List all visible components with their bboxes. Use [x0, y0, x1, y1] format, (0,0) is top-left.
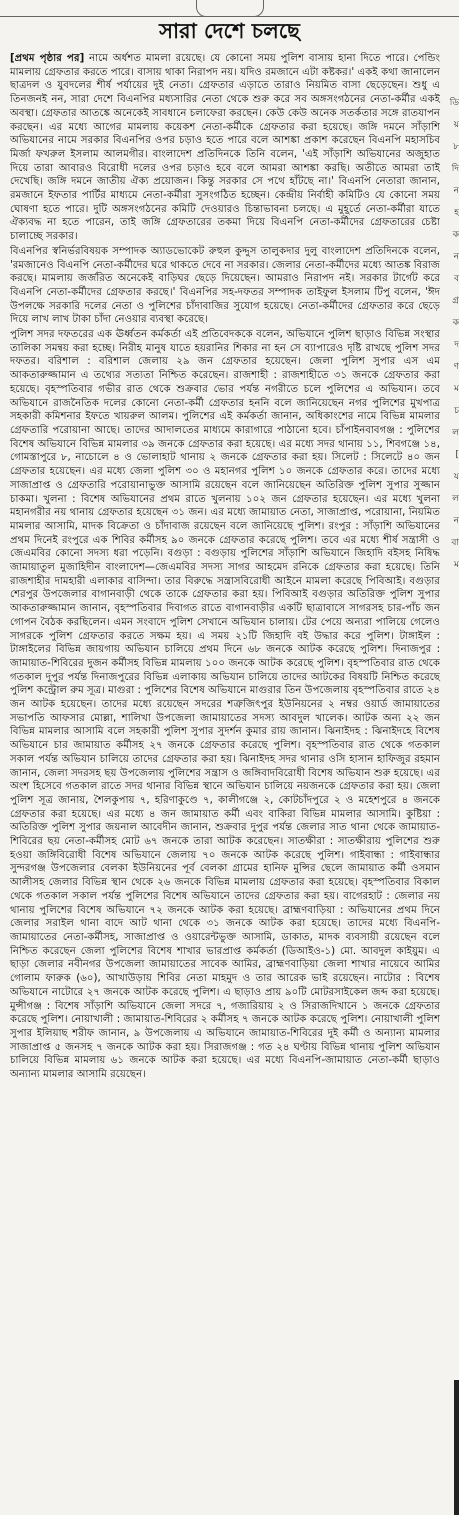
side-fragment: চ: [454, 406, 459, 416]
side-fragment: ল: [452, 494, 459, 504]
paragraph-text: বিএনপির স্বনির্ভরবিষয়ক সম্পাদক অ্যাডভোকেট রুহুল কুদ্দুস তালুকদার দুলু বাংলাদেশ প্রতিদিনকে বলেন, 'রমজানেও বিএনপি নেতা-কর্মীদের ঘরে থাকতে দেবে না সরকার। জেলার নেতা-কর্মীদের মধ্যে আতঙ্ক বিরাজ করছে। মামলায় জর্জরিত অনেকেই বাড়িঘর ছেড়ে দিয়েছেন। আমরাও নিরাপদ নই। সরকার টার্গেট করে বিএনপি নেতা-কর্মীদের গ্রেফতার করছে।' বিএনপির সহ-দফতর সম্পাদক তাইফুল ইসলাম টিপু বলেন, 'ঈদ উপলক্ষে সরকারি দলের নেতা ও পুলিশের চাঁদাবাজির সুযোগ হয়েছে। নেতা-কর্মীদের গ্রেফতার করে ছেড়ে দিয়ে লাখ লাখ টাকা চাঁদা নেওয়ার ব্যবস্থা করেছে।: [10, 245, 440, 326]
adjacent-column-fragments: [447, 92, 459, 1392]
side-fragment: ৮: [453, 142, 459, 152]
paragraph-text: পুলিশ সদর দফতরের এক ঊর্ধ্বতন কর্মকর্তা এই প্রতিবেদককে বলেন, অভিযানে পুলিশ ছাড়াও বিভিন্ন সংস্থার তালিকা সমন্বয় করা হচ্ছে। নিরীহ মানুষ যাতে হয়রানির শিকার না হন সে ব্যাপারেও দৃষ্টি রাখছে পুলিশ সদর দফতর। বরিশাল : বরিশাল জেলায় ২৯ জন গ্রেফতার হয়েছেন। জেলা পুলিশ সুপার এস এম আকতারুজ্জামান এ তথ্যের সত্যতা নিশ্চিত করেছেন। রাজশাহী : রাজশাহীতে ৩১ জনকে গ্রেফতার করা হয়েছে। বৃহস্পতিবার গভীর রাত থেকে শুক্রবার ভোর পর্যন্ত নগরীতে চলে পুলিশের এ অভিযান। তবে অভিযানে রাজনৈতিক দলের কোনো নেতা-কর্মী গ্রেফতার হননি বলে জানিয়েছেন নগর পুলিশের মুখপাত্র সহকারী কমিশনার ইফতে খায়রুল আলম। পুলিশের এই কর্মকর্তা জানান, অধিকাংশের নামে বিভিন্ন মামলার গ্রেফতারি পরোয়ানা আছে। তাদের আদালতের মাধ্যমে কারাগারে পাঠানো হবে। চাঁপাইনবাবগঞ্জ : পুলিশের বিশেষ অভিযানে বিভিন্ন মামলার ৩৯ জনকে গ্রেফতার করা হয়েছে। এর মধ্যে সদর থানায় ১১, শিবগঞ্জে ১৪, গোমস্তাপুরে ৮, নাচোলে ৪ ও ভোলাহাট থানায় ২ জনকে গ্রেফতার করা হয়। সিলেট : সিলেটে ৪০ জন গ্রেফতার হয়েছেন। এর মধ্যে জেলা পুলিশ ৩০ ও মহানগর পুলিশ ১০ জনকে গ্রেফতার করে। তাদের মধ্যে সাজাপ্রাপ্ত ও গ্রেফতারি পরোয়ানাভুক্ত আসামি রয়েছেন বলে জানিয়েছেন অতিরিক্ত পুলিশ সুপার সুজ্জান চাকমা। খুলনা : বিশেষ অভিযানের প্রথম রাতে খুলনায় ১০২ জন গ্রেফতার হয়েছেন। এর মধ্যে খুলনা মহানগরীর নয় থানায় গ্রেফতার হয়েছেন ৩১ জন। এর মধ্যে জামায়াত নেতা, সাজাপ্রাপ্ত, পরোয়ানা, নিয়মিত মামলার আসামি, মাদক বিক্রেতা ও চাঁদাবাজ রয়েছেন বলে জানিয়েছে পুলিশ। রংপুর : সাঁড়াশি অভিযানের প্রথম দিনেই রংপুরে এক শিবির কর্মীসহ ৯০ জনকে গ্রেফতার করেছে পুলিশ। তবে এর মধ্যে শীর্ষ সন্ত্রাসী ও জেএমবির কোনো সদস্য ধরা পড়েনি। বগুড়া : বগুড়ায় পুলিশের সাঁড়াশি অভিযানে জিহাদি বইসহ নিষিদ্ধ জামায়াতুল মুজাহিদীন বাংলাদেশ—জেএমবির সদস্য সাগর আহমেদ রনিকে গ্রেফতার করা হয়েছে। তিনি রাজশাহীর দামহারী এলাকার বাসিন্দা। তার বিরুদ্ধে সন্ত্রাসবিরোধী আইনে মামলা করেছে পিবিআই। বগুড়ার শেরপুর উপজেলার বাগানবাড়ী থেকে তাকে গ্রেফতার করা হয়। পিবিআই বগুড়ার অতিরিক্ত পুলিশ সুপার আকতারুজ্জামান জানান, বৃহস্পতিবার দিবাগত রাতে বাগানবাড়ীর একটি ছাত্রাবাসে সাগরসহ চার-পাঁচ জন গোপন বৈঠক করছিলেন। এমন সংবাদে পুলিশ সেখানে অভিযান চালায়। টের পেয়ে অন্যরা পালিয়ে গেলেও সাগরকে পুলিশ গ্রেফতার করতে সক্ষম হয়। এ সময় ২১টি জিহাদি বই উদ্ধার করে পুলিশ। টাঙ্গাইল : টাঙ্গাইলের বিভিন্ন জায়গায় অভিযান চালিয়ে প্রথম দিনে ৬৮ জনকে আটক করেছে পুলিশ। দিনাজপুর : জামায়াত-শিবিরের দুজন কর্মীসহ বিভিন্ন মামলায় ১০০ জনকে আটক করেছে পুলিশ। বৃহস্পতিবার রাত থেকে গতকাল দুপুর পর্যন্ত দিনাজপুরের বিভিন্ন এলাকায় অভিযান চালিয়ে তাদের আটকের বিষয়টি নিশ্চিত করেছে পুলিশ কন্ট্রোল রুম সূত্র। মাগুরা : পুলিশের বিশেষ অভিযানে মাগুরার তিন উপজেলায় বৃহস্পতিবার রাতে ২৪ জন আটক হয়েছেন। তাদের মধ্যে রয়েছেন সদরের শত্রুজিৎপুর ইউনিয়নের ২ নম্বর ওয়ার্ড জামায়াতের সভাপতি আফসার মোল্লা, শালিখা উপজেলা জামায়াতের সদস্য আবদুল খালেক। আটক অন্য ২২ জন বিভিন্ন মামলার আসামি বলে সহকারী পুলিশ সুপার সুদর্শন কুমার রায় জানান। ঝিনাইদহ : ঝিনাইদহে বিশেষ অভিযানে চার জামায়াত কর্মীসহ ২৭ জনকে গ্রেফতার করেছে পুলিশ। বৃহস্পতিবার রাত থেকে গতকাল সকাল পর্যন্ত অভিযান চালিয়ে তাদের গ্রেফতার করা হয়। ঝিনাইদহ সদর থানার ওসি হাসান হাফিজুর রহমান জানান, জেলা সদরসহ ছয় উপজেলায় পুলিশের সন্ত্রাস ও জঙ্গিবাদবিরোধী বিশেষ অভিযান শুরু হয়েছে। এর অংশ হিসেবে গতকাল রাতে সদর থানার বিভিন্ন স্থানে অভিযান চালিয়ে নয়জনকে গ্রেফতার করা হয়। জেলা পুলিশ সূত্র জানায়, শৈলকুপায় ৭, হরিণাকুণ্ডে ৭, কালীগঞ্জে ২, কোটচাঁদপুরে ২ ও মহেশপুরে ৪ জনকে গ্রেফতার করা হয়েছে। এর মধ্যে ৪ জন জামায়াত কর্মী এবং বাকিরা বিভিন্ন মামলার আসামি। কুষ্টিয়া : অতিরিক্ত পুলিশ সুপার জয়নাল আবেদীন জানান, শুক্রবার দুপুর পর্যন্ত জেলার সাত থানা থেকে জামায়াত-শিবিরের ছয় নেতা-কর্মীসহ মোট ৬৭ জনকে তারা আটক করেছেন। সাতক্ষীরা : সাতক্ষীরায় পুলিশের শুরু হওয়া জঙ্গিবিরোধী বিশেষ অভিযানে জেলায় ৭০ জনকে আটক করেছে পুলিশ। গাইবান্ধা : গাইবান্ধার সুন্দরগঞ্জ উপজেলার বেলকা ইউনিয়নের পূর্ব বেলকা গ্রামের হানিফ মুন্সির ছেলে জামায়াত কর্মী ওসমান আলীসহ জেলার বিভিন্ন স্থান থেকে ২৬ জনকে বিভিন্ন মামলায় গ্রেফতার করা হয়েছে। বৃহস্পতিবার বিকাল থেকে গতকাল সকাল পর্যন্ত পুলিশের বিশেষ অভিযানে তাদের গ্রেফতার করা হয়। বাগেরহাট : জেলার নয় থানায় পুলিশের বিশেষ অভিযানে ৭২ জনকে আটক করা হয়েছে। ব্রাহ্মণবাড়িয়া : অভিযানের প্রথম দিনে জেলার সরাইল থানা বাদে আট থানা থেকে ৩১ জনকে আটক করা হয়েছে। তাদের মধ্যে বিএনপি-জামায়াতের নেতা-কর্মীসহ, সাজাপ্রাপ্ত ও ওয়ারেন্টভুক্ত আসামি, ডাকাত, মাদক ব্যবসায়ী রয়েছেন বলে নিশ্চিত করেছেন জেলা পুলিশের বিশেষ শাখার ভারপ্রাপ্ত কর্মকর্তা (ডিআইও-১) মো. আবদুল কাইয়ুম। এ ছাড়া জেলার নবীনগর উপজেলা জামায়াতের সাবেক আমির, ব্রাহ্মণবাড়িয়া জেলা শাখার নায়েবে আমির গোলাম ফারুক (৬০), আখাউড়ায় শিবির নেতা মাহমুদ ও তার আরেক ভাই রয়েছেন। নাটোর : বিশেষ অভিযানে নাটোরে ২৭ জনকে আটক করেছে পুলিশ। এ ছাড়াও প্রায় ৯০টি মোটরসাইকেল জব্দ করা হয়েছে। মুন্সীগঞ্জ : বিশেষ সাঁড়াশি অভিযানে জেলা সদরে ৭, গজারিয়ায় ২ ও সিরাজদিখানে ১ জনকে গ্রেফতার করেছে পুলিশ। নোয়াখালী : জামায়াত-শিবিরের ২ কর্মীসহ ৭ জনকে আটক করেছে পুলিশ। নোয়াখালী পুলিশ সুপার ইলিয়াছ শরীফ জানান, ৯ উপজেলায় এ অভিযানে জামায়াত-শিবিরের দুই কর্মী ও অন্যান্য মামলার সাজাপ্রাপ্ত ৫ জনসহ ৭ জনকে আটক করা হয়। সিরাজগঞ্জ : গত ২৪ ঘণ্টায় বিভিন্ন থানায় পুলিশ অভিযান চালিয়ে বিভিন্ন মামলায় ৬১ জনকে আটক করা হয়েছে। এর মধ্যে বিএনপি-জামায়াত নেতা-কর্মী ছাড়াও অন্যান্য মামলার আসামি রয়েছেন।: [10, 329, 440, 1081]
side-fragment: য: [453, 472, 459, 482]
paragraph-3: [10, 328, 440, 1082]
side-fragment: গ্র: [452, 296, 459, 306]
paragraph-text: নামে অর্ধশত মামলা রয়েছে। যে কোনো সময় পুলিশ বাসায় হানা দিতে পারে। পেন্ডিং মামলায় গ্রেফতার করতে পারে। বাসায় থাকা নিরাপদ নয়। যদিও রমজানে এটা কষ্টকর।' একই কথা জানালেন ছাত্রদল ও যুবদলের শীর্ষ পর্যায়ের দুই নেতা। গ্রেফতার এড়াতে তারাও নিয়মিত বাসা ছেড়েছেন। শুধু এ তিনজনই নন, সারা দেশে বিএনপির মধ্যসারির নেতা থেকে শুরু করে সব অঙ্গসংগঠনের নেতা-কর্মীর একই অবস্থা। গ্রেফতার আতঙ্কে অনেকেই সাবধানে চলাফেরা করছেন। কেউ কেউ অনেক সতর্কতার সঙ্গে রাতযাপন করছেন। এর মধ্যে আগের মামলায় কয়েকশ নেতা-কর্মীকে গ্রেফতার করা হয়েছে। জঙ্গি দমনে সাঁড়াশি অভিযানের নামে সরকার বিএনপির ওপর চড়াও হতে পারে বলে আশঙ্কা প্রকাশ করেছেন বিএনপি মহাসচিব মির্জা ফখরুল ইসলাম আলমগীর। বাংলাদেশ প্রতিদিনকে তিনি বলেন, 'এই সাঁড়াশি অভিযানের অজুহাত দিয়ে তারা আবারও বিরোধী দলের ওপর চড়াও হবে বলে আমরা আশঙ্কা করছি। অতীতে আমরা তাই দেখেছি। জঙ্গি দমনে জাতীয় ঐক্য প্রয়োজন। কিন্তু সরকার সে পথে হাঁটছে না।' বিএনপি নেতারা জানান, রমজানে ইফতার পার্টির মাধ্যমে নেতা-কর্মীরা সুসংগঠিত হচ্ছেন। কেন্দ্রীয় নির্বাহী কমিটিও যে কোনো সময় ঘোষণা হতে পারে। দুটি অঙ্গসংগঠনের কমিটি দেওয়ারও চিন্তাভাবনা চলছে। এ মুহূর্তে নেতা-কর্মীরা যাতে ঐক্যবদ্ধ না হতে পারেন, তাই জঙ্গি গ্রেফতারের তকমা দিয়ে বিএনপি নেতা-কর্মীদের গ্রেফতারের চেষ্টা চালাচ্ছে সরকার।: [10, 53, 440, 243]
paragraph-2: [10, 245, 440, 327]
side-fragment: ল: [452, 428, 459, 438]
continuation-marker: [প্রথম পৃষ্ঠার পর]: [10, 53, 85, 64]
side-fragment: ণ: [453, 362, 459, 372]
article-body: [10, 52, 440, 1083]
side-fragment: ব: [453, 274, 459, 284]
side-fragment: দি: [451, 164, 459, 174]
side-fragment: [: [455, 450, 459, 460]
adjacent-column-bar: [454, 1380, 459, 1515]
side-fragment: ডি: [449, 98, 459, 108]
paragraph-1: [10, 52, 440, 244]
side-fragment: ক: [452, 230, 459, 240]
side-fragment: ন: [453, 186, 459, 196]
article-title: সারা দেশে চলছে: [159, 18, 300, 43]
side-fragment: বা: [451, 538, 459, 548]
side-fragment: ন: [453, 252, 459, 262]
side-fragment: হ: [454, 208, 459, 218]
side-fragment: ন: [453, 516, 459, 526]
side-fragment: য়: [453, 120, 459, 130]
side-fragment: ম: [454, 384, 459, 394]
side-fragment: দ: [454, 340, 459, 350]
page-tab: [196, 0, 264, 17]
side-fragment: ম: [454, 560, 459, 570]
side-fragment: ক: [452, 318, 459, 328]
